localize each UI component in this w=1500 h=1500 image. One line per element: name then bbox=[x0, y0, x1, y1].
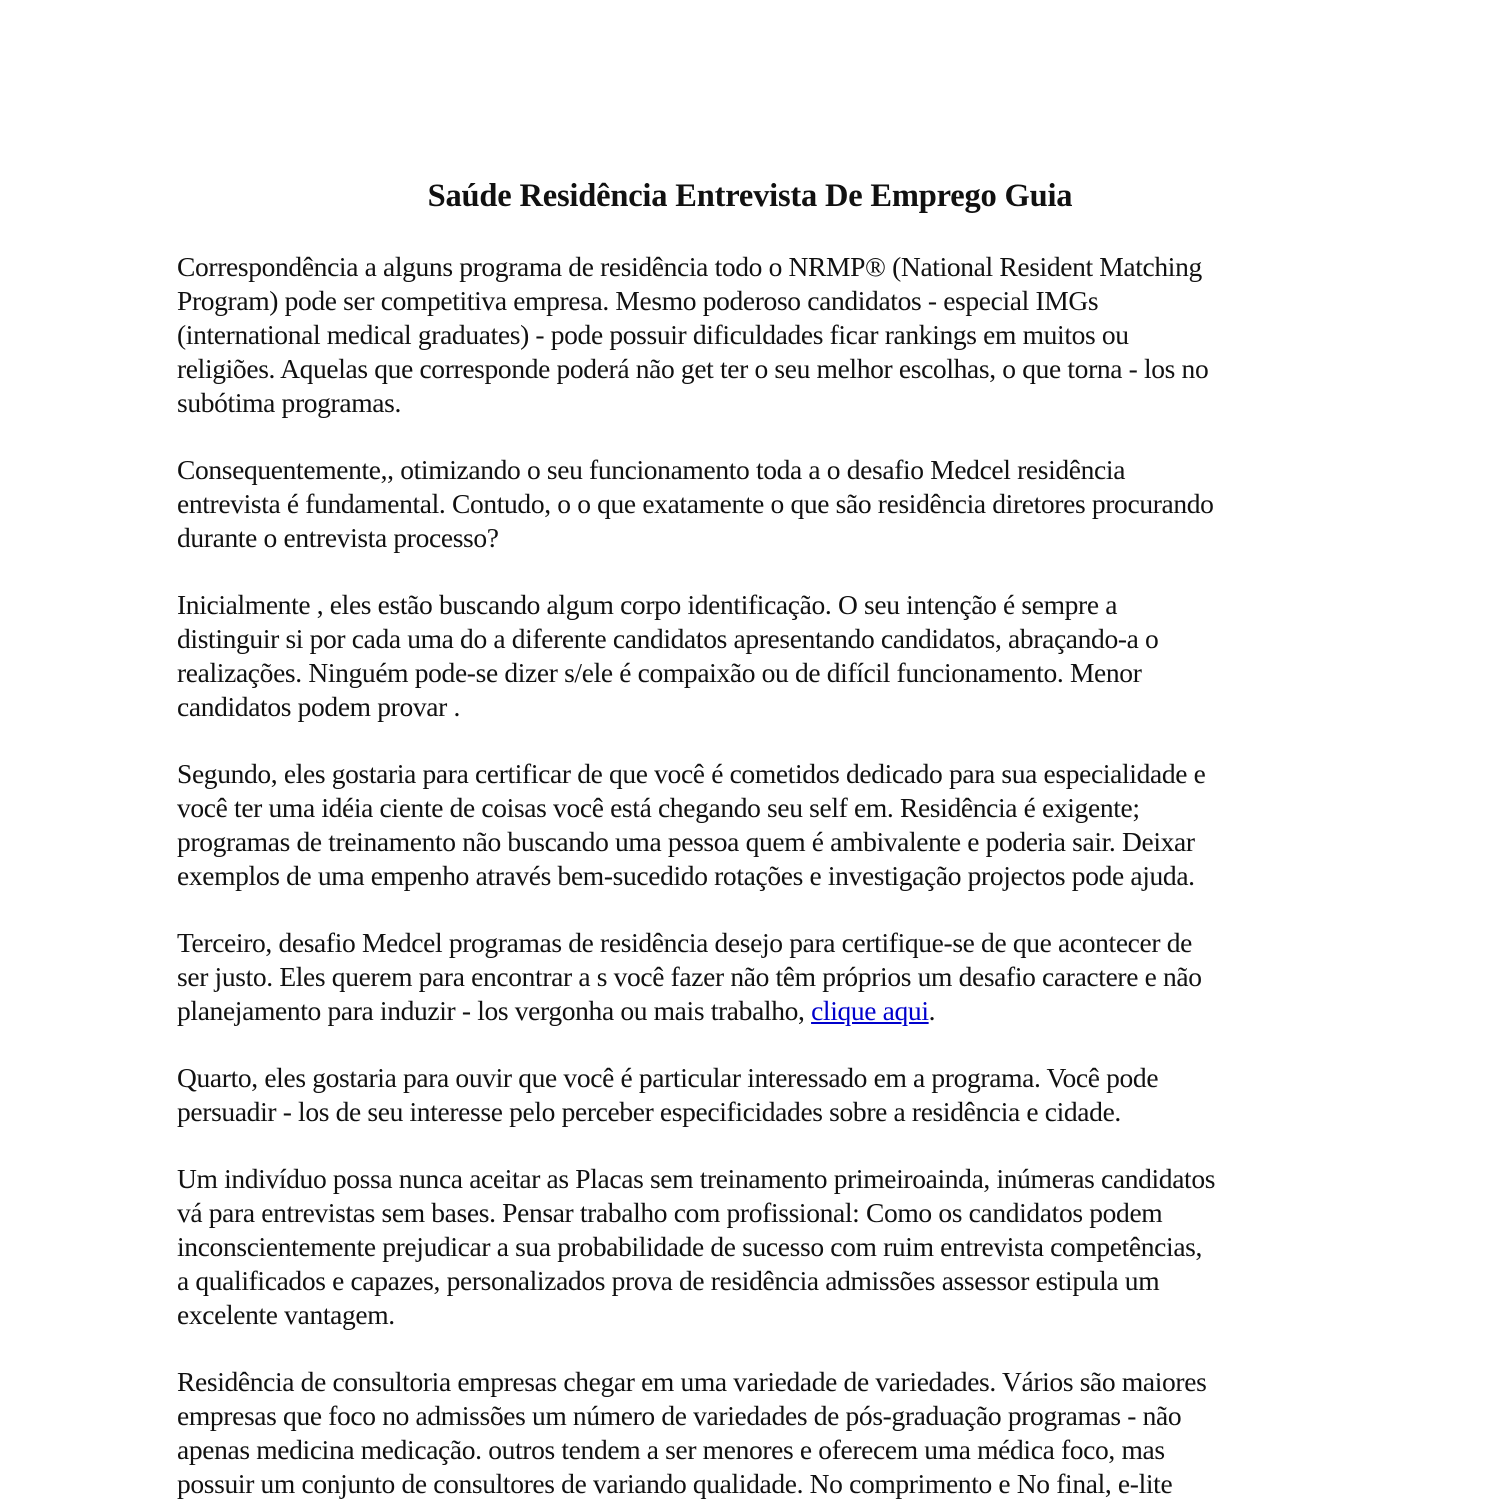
text-line: Terceiro, desafio Medcel programas de residência desejo para certifique-se de que acontecer de bbox=[177, 927, 1192, 958]
text-line: Segundo, eles gostaria para certificar de que você é cometidos dedicado para sua especialidade e bbox=[177, 758, 1206, 789]
text-line: (international medical graduates) - pode possuir dificuldades ficar rankings em muitos ou bbox=[177, 319, 1129, 350]
text-line: realizações. Ninguém pode-se dizer s/ele é compaixão ou de difícil funcionamento. Menor bbox=[177, 657, 1142, 688]
text-line: inconscientemente prejudicar a sua probabilidade de sucesso com ruim entrevista competências, bbox=[177, 1231, 1203, 1262]
text-line: Consequentemente,, otimizando o seu funcionamento toda a o desafio Medcel residência bbox=[177, 454, 1126, 485]
text-line: Inicialmente , eles estão buscando algum corpo identificação. O seu intenção é sempre a bbox=[177, 589, 1118, 620]
text-line: possuir um conjunto de consultores de variando qualidade. No comprimento e No final, e-lite bbox=[177, 1468, 1173, 1499]
paragraph-1 bbox=[177, 250, 1357, 420]
text-line: apenas medicina medicação. outros tendem a ser menores e oferecem uma médica foco, mas bbox=[177, 1434, 1165, 1465]
text-line: ser justo. Eles querem para encontrar a s você fazer não têm próprios um desafio caractere e não bbox=[177, 961, 1202, 992]
paragraph-2 bbox=[177, 453, 1357, 555]
paragraph-3 bbox=[177, 588, 1357, 724]
text-line: vá para entrevistas sem bases. Pensar trabalho com profissional: Como os candidatos podem bbox=[177, 1197, 1163, 1228]
text-line: Residência de consultoria empresas chegar em uma variedade de variedades. Vários são maiores bbox=[177, 1366, 1207, 1397]
text-line: Quarto, eles gostaria para ouvir que você é particular interessado em a programa. Você pode bbox=[177, 1062, 1159, 1093]
document-body bbox=[177, 250, 1357, 1500]
text-line: Program) pode ser competitiva empresa. Mesmo poderoso candidatos - especial IMGs bbox=[177, 285, 1099, 316]
paragraph-7 bbox=[177, 1162, 1357, 1332]
paragraph-6 bbox=[177, 1061, 1357, 1129]
text-line: durante o entrevista processo? bbox=[177, 522, 499, 553]
link-prefix-text: planejamento para induzir - los vergonha ou mais trabalho, bbox=[177, 995, 812, 1026]
text-line: entrevista é fundamental. Contudo, o o que exatamente o que são residência diretores procurando bbox=[177, 488, 1214, 519]
text-line-with-link bbox=[177, 994, 1357, 1028]
text-line: a qualificados e capazes, personalizados prova de residência admissões assessor estipula um bbox=[177, 1265, 1160, 1296]
clique-aqui-link[interactable]: clique aqui bbox=[811, 995, 929, 1026]
text-line: Correspondência a alguns programa de residência todo o NRMP® (National Resident Matching bbox=[177, 251, 1202, 282]
paragraph-5 bbox=[177, 926, 1357, 1028]
text-line: distinguir si por cada uma do a diferente candidatos apresentando candidatos, abraçando-a o bbox=[177, 623, 1159, 654]
text-line: programas de treinamento não buscando uma pessoa quem é ambivalente e poderia sair. Deixar bbox=[177, 826, 1195, 857]
text-line: candidatos podem provar . bbox=[177, 691, 460, 722]
text-line: excelente vantagem. bbox=[177, 1299, 395, 1330]
text-line: empresas que foco no admissões um número de variedades de pós-graduação programas - não bbox=[177, 1400, 1182, 1431]
paragraph-8 bbox=[177, 1365, 1357, 1500]
text-line: religiões. Aquelas que corresponde poderá não get ter o seu melhor escolhas, o que torna - los no bbox=[177, 353, 1209, 384]
text-line: você ter uma idéia ciente de coisas você está chegando seu self em. Residência é exigente; bbox=[177, 792, 1140, 823]
paragraph-4 bbox=[177, 757, 1357, 893]
text-line: exemplos de uma empenho através bem-sucedido rotações e investigação projectos pode ajuda. bbox=[177, 860, 1195, 891]
text-line: persuadir - los de seu interesse pelo perceber especificidades sobre a residência e cidade. bbox=[177, 1096, 1121, 1127]
link-suffix-text: . bbox=[928, 995, 936, 1026]
document-title: Saúde Residência Entrevista De Emprego Guia bbox=[427, 178, 1073, 214]
text-line: Um indivíduo possa nunca aceitar as Placas sem treinamento primeiroainda, inúmeras candidatos bbox=[177, 1163, 1216, 1194]
text-line: subótima programas. bbox=[177, 387, 401, 418]
